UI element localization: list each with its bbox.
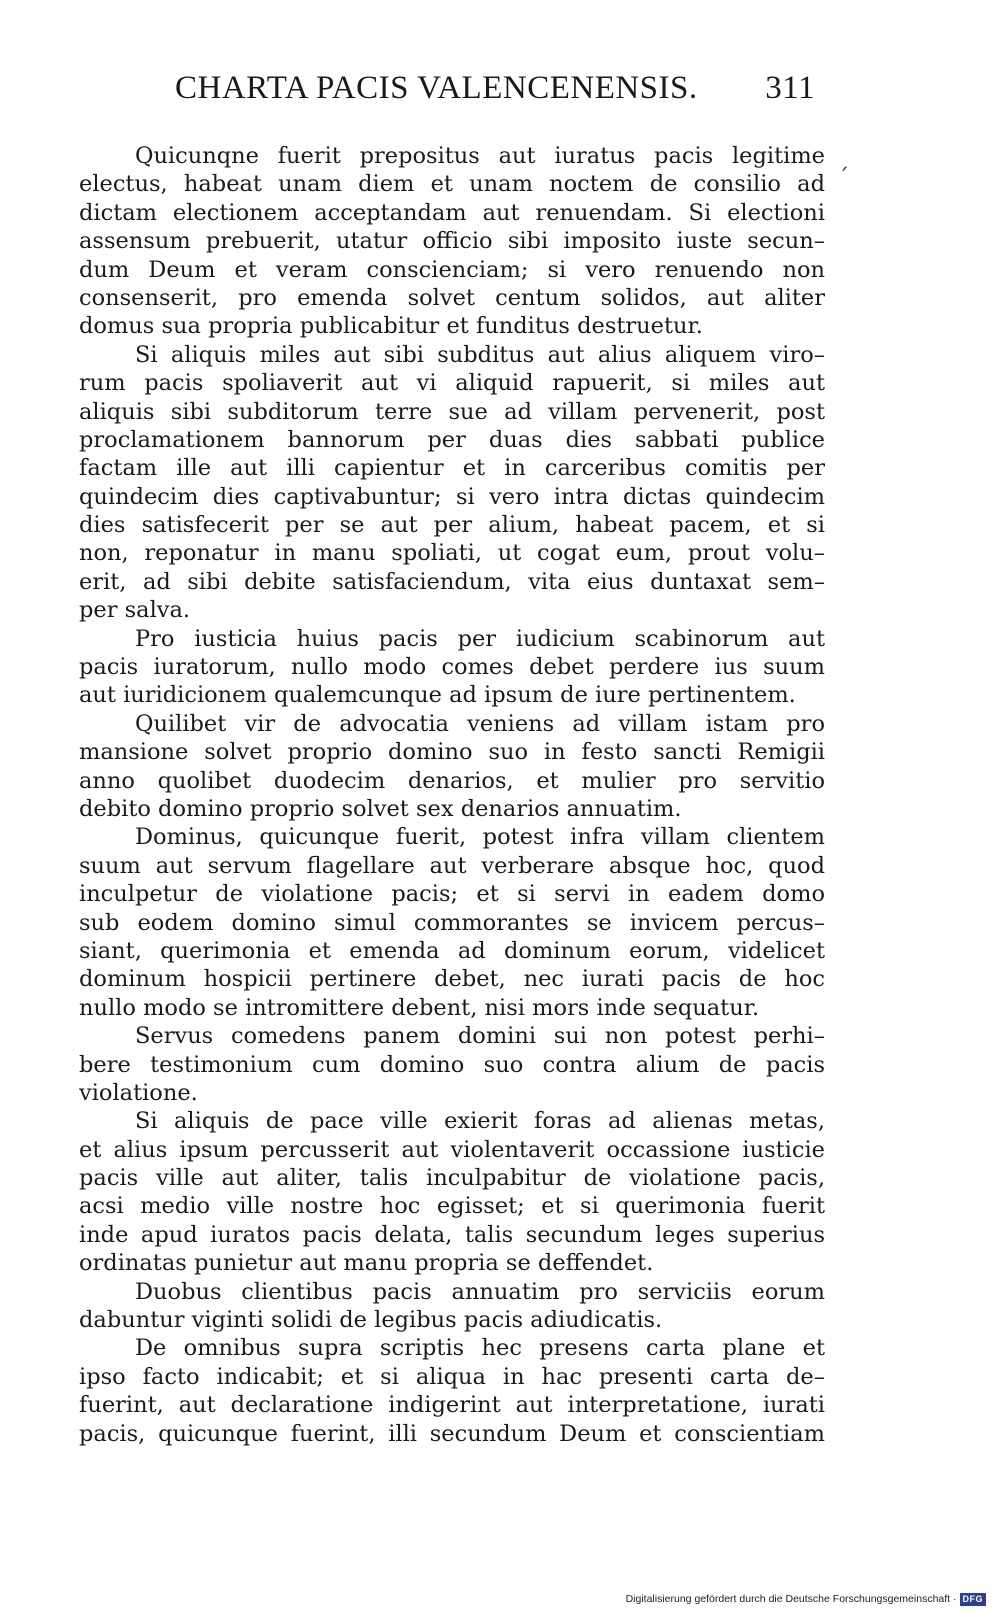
text-line: et alius ipsum percusserit aut violentaverit occassione iusticie [79,1136,825,1163]
text-line: Duobus clientibus pacis annuatim pro serviciis eorum [135,1278,825,1305]
text-line: non, reponatur in manu spoliati, ut cogat eum, prout volu– [79,540,825,567]
text-line: domus sua propria publicabitur et funditus destruetur. [79,313,703,340]
text-line: dictam electionem acceptandam aut renuendam. Si electioni [79,199,825,226]
text-line: consenserit, pro emenda solvet centum solidos, aut aliter [79,284,825,311]
text-line: factam ille aut illi capientur et in carceribus comitis per [79,455,825,482]
text-line: sub eodem domino simul commorantes se invicem percus– [79,909,825,936]
text-line: pacis, quicunque fuerint, illi secundum Deum et conscientiam [79,1420,825,1447]
text-line: pacis ville aut aliter, talis inculpabitur de violatione pacis, [79,1165,825,1192]
text-line: Pro iusticia huius pacis per iudicium scabinorum aut [135,625,825,652]
credit-text: Digitalisierung gefördert durch die Deutsche Forschungsgemeinschaft · [625,1593,957,1605]
text-line: inculpetur de violatione pacis; et si servi in eadem domo [79,881,825,908]
text-line: ipso facto indicabit; et si aliqua in hac presenti carta de– [79,1363,825,1390]
text-line: aut iuridicionem qualemcunque ad ipsum de iure pertinentem. [79,682,796,709]
text-line: violatione. [79,1079,198,1106]
text-line: Quilibet vir de advocatia veniens ad villam istam pro [135,710,825,737]
margin-mark: ´ [838,166,849,191]
text-line: mansione solvet proprio domino suo in festo sancti Remigii [79,739,825,766]
text-line: rum pacis spoliaverit aut vi aliquid rapuerit, si miles aut [79,370,825,397]
text-line: Dominus, quicunque fuerit, potest infra villam clientem [135,824,825,851]
text-line: Quicunqne fuerit prepositus aut iuratus pacis legitime [135,143,825,169]
text-line: Si aliquis miles aut sibi subditus aut alius aliquem viro– [135,341,825,368]
text-line: bere testimonium cum domino suo contra alium de pacis [79,1051,825,1078]
digitization-credit [626,1591,986,1607]
text-line: fuerint, aut declaratione indigerint aut interpretatione, iurati [79,1392,825,1419]
text-line: dum Deum et veram conscienciam; si vero renuendo non [79,256,825,283]
page-title: CHARTA PACIS VALENCENENSIS. [175,70,698,106]
text-line: pacis iuratorum, nullo modo comes debet perdere ius suum [79,654,825,681]
page-number: 311 [765,70,815,106]
text-line: inde apud iuratos pacis delata, talis secundum leges superius [79,1221,825,1248]
text-line: Servus comedens panem domini sui non potest perhi– [135,1023,825,1050]
text-line: dies satisfecerit per se aut per alium, habeat pacem, et si [79,512,825,539]
text-line: aliquis sibi subditorum terre sue ad villam pervenerit, post [79,398,825,425]
text-line: proclamationem bannorum per duas dies sabbati publice [79,426,825,453]
text-line: acsi medio ville nostre hoc egisset; et si querimonia fuerit [79,1193,825,1220]
text-line: Si aliquis de pace ville exierit foras ad alienas metas, [135,1108,825,1135]
text-line: dabuntur viginti solidi de legibus pacis adiudicatis. [79,1307,663,1334]
text-line: debito domino proprio solvet sex denarios annuatim. [79,795,682,822]
text-line: erit, ad sibi debite satisfaciendum, vita eius duntaxat sem– [79,568,825,595]
text-line: De omnibus supra scriptis hec presens carta plane et [135,1335,825,1362]
text-line: siant, querimonia et emenda ad dominum eorum, videlicet [79,937,825,964]
text-line: dominum hospicii pertinere debet, nec iurati pacis de hoc [79,966,825,993]
body-text [79,142,825,1448]
text-line: anno quolibet duodecim denarios, et mulier pro servitio [79,767,825,794]
text-line: nullo modo se intromittere debent, nisi mors inde sequatur. [79,994,760,1021]
text-line: quindecim dies captivabuntur; si vero intra dictas quindecim [79,483,825,510]
dfg-logo: DFG [960,1593,987,1606]
text-line: per salva. [79,597,191,624]
text-line: ordinatas punietur aut manu propria se deffendet. [79,1250,654,1277]
text-line: suum aut servum flagellare aut verberare absque hoc, quod [79,852,825,879]
running-header [175,70,815,120]
text-line: electus, habeat unam diem et unam noctem de consilio ad [79,171,825,198]
text-line: assensum prebuerit, utatur officio sibi imposito iuste secun– [79,228,825,255]
